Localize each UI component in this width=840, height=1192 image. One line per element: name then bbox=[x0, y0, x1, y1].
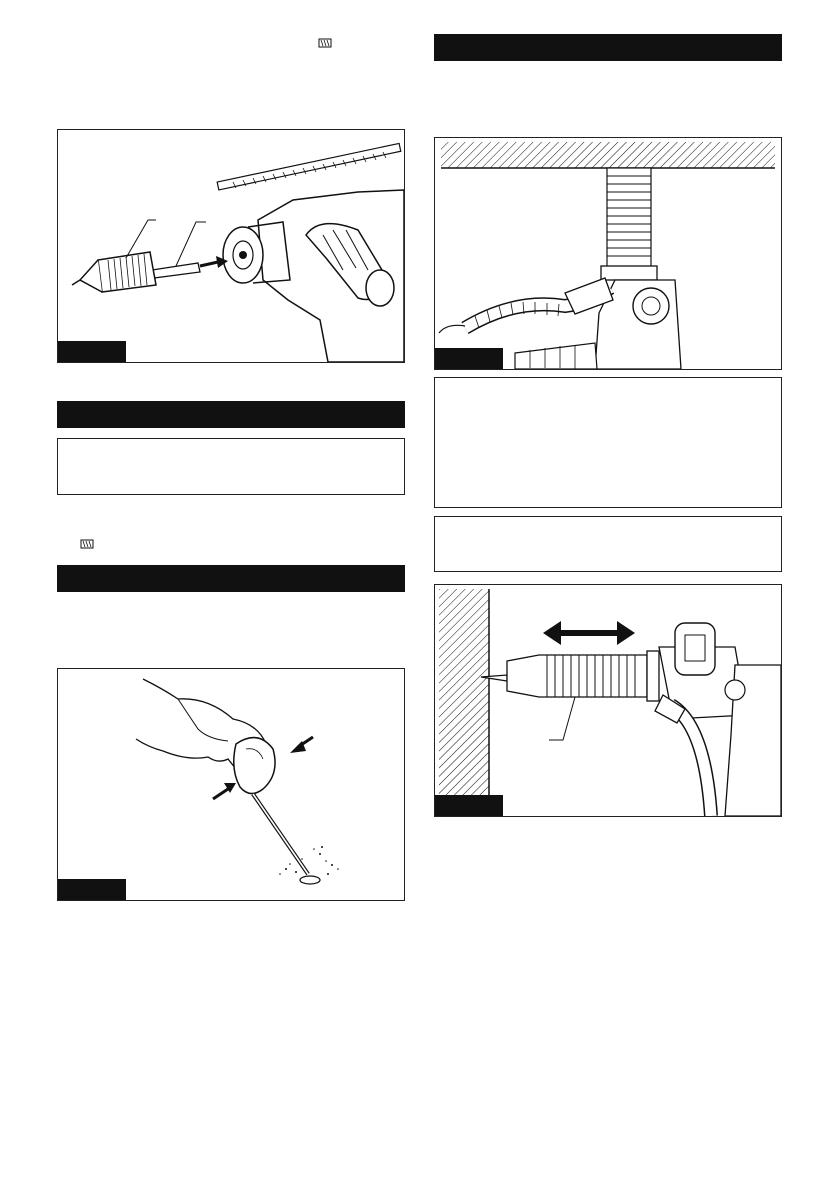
figure-label-tag bbox=[435, 795, 503, 816]
figure-label-tag bbox=[58, 341, 126, 362]
figure-label-tag bbox=[58, 879, 126, 900]
blow-out-bulb-figure bbox=[57, 668, 405, 901]
section-header-bar bbox=[57, 401, 405, 428]
note-box bbox=[434, 377, 782, 508]
chuck-adapter-figure bbox=[57, 129, 405, 363]
drill-mode-icon bbox=[318, 38, 332, 48]
note-box bbox=[434, 516, 782, 572]
note-box bbox=[57, 438, 405, 495]
wall-dust-extractor-figure bbox=[434, 584, 782, 817]
section-header-bar bbox=[57, 565, 405, 592]
figure-label-tag bbox=[435, 348, 503, 369]
section-header-bar bbox=[434, 34, 782, 61]
ceiling-dust-extractor-figure bbox=[434, 137, 782, 370]
drill-mode-icon bbox=[80, 539, 94, 549]
